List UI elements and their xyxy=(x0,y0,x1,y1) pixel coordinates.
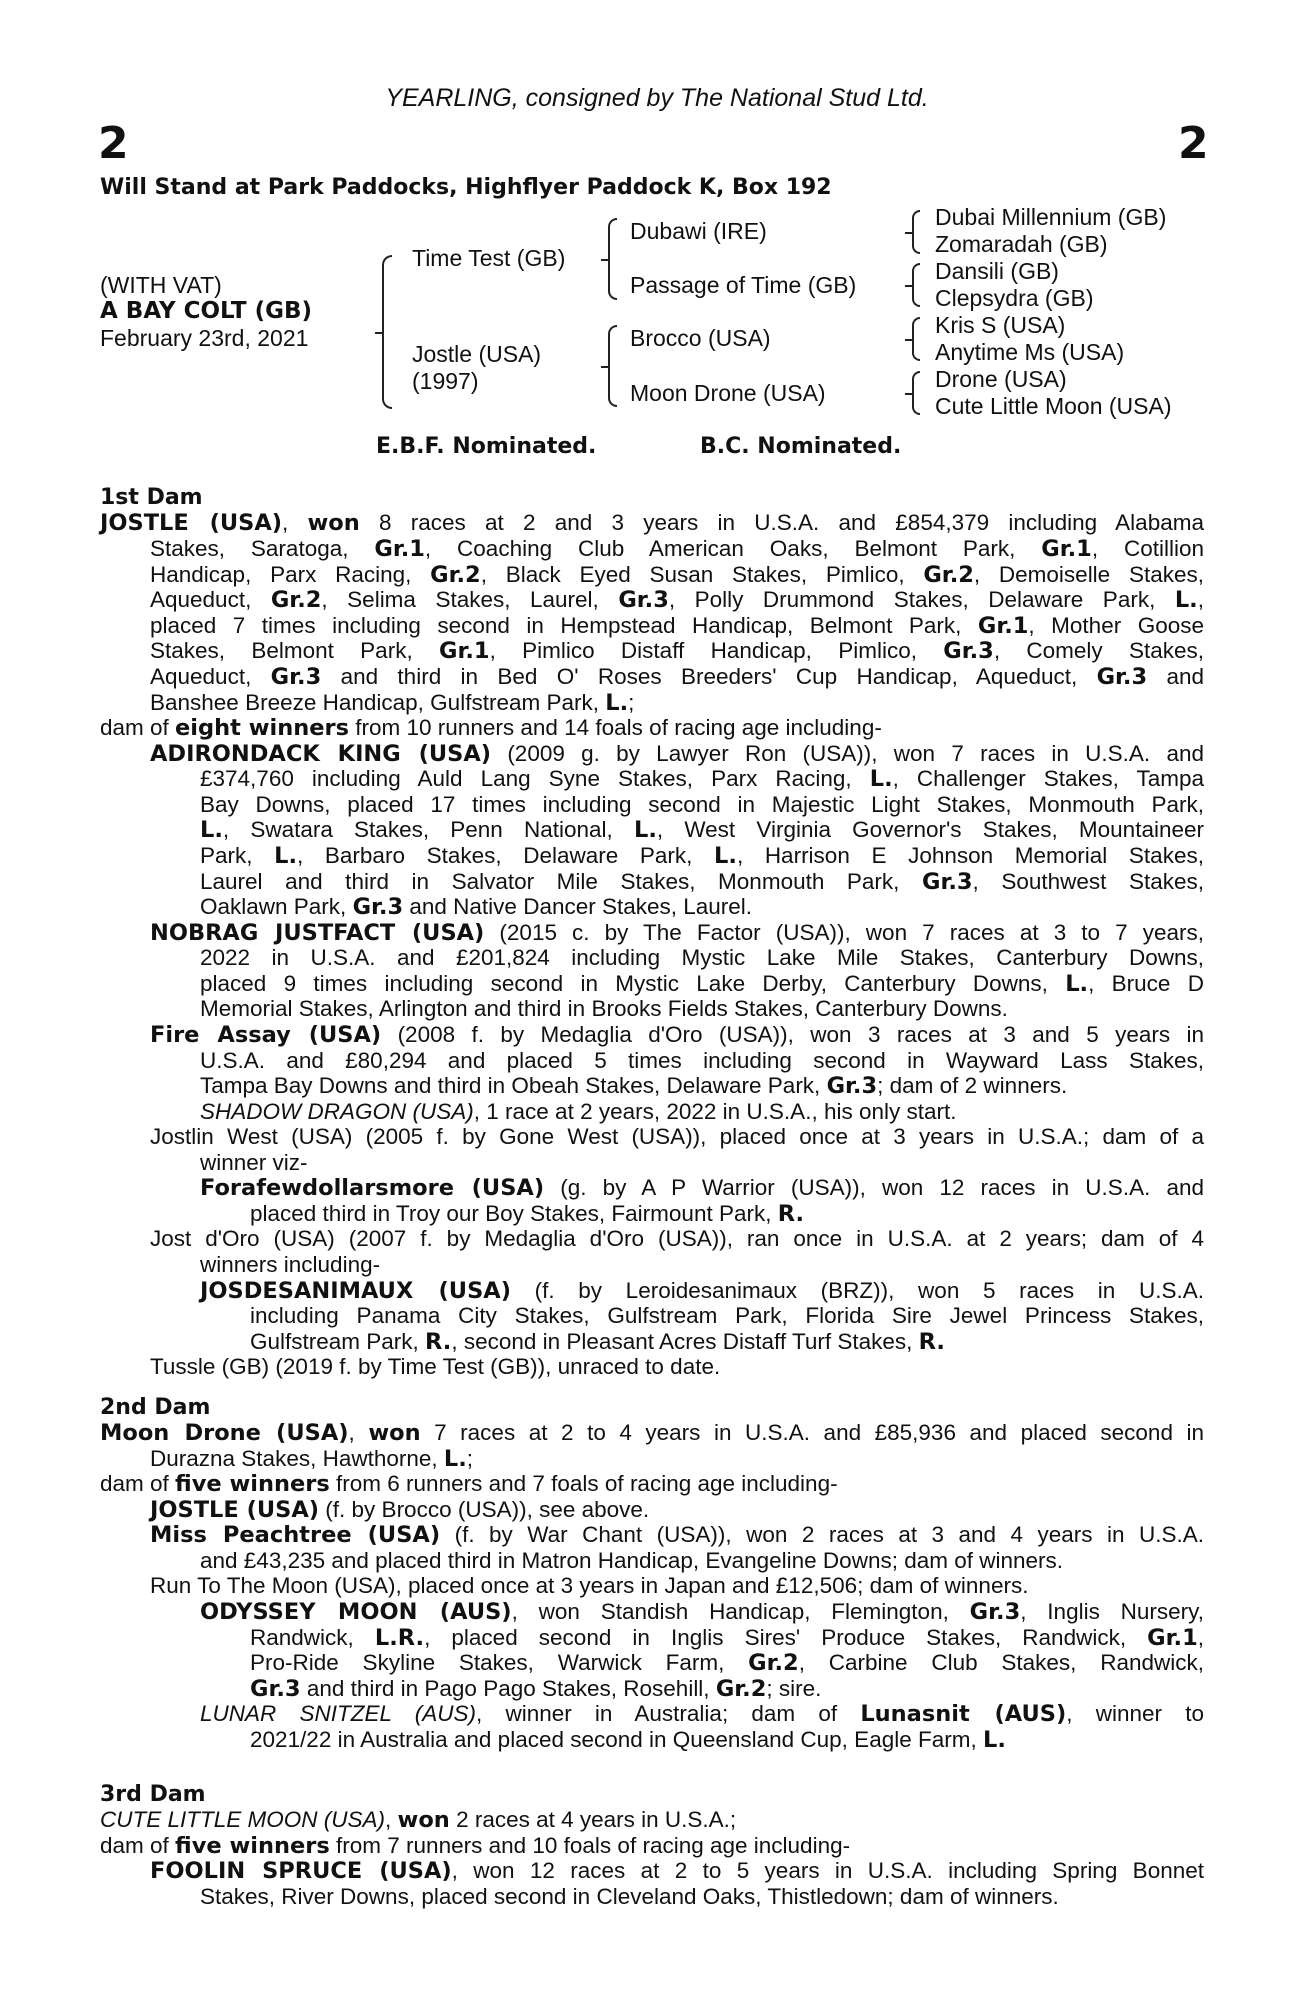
text: (f. by Leroidesanimaux (BRZ)), won 5 races in U.S.A. xyxy=(510,1278,1204,1303)
bold-text: R. xyxy=(918,1329,945,1355)
bold-text: ADIRONDACK KING (USA) xyxy=(150,741,492,767)
record-line xyxy=(250,1329,945,1356)
record-line xyxy=(100,715,882,742)
pedigree-dam-dam: Moon Drone (USA) xyxy=(630,380,826,406)
pedigree-bracket xyxy=(608,218,617,300)
text: 2021/22 in Australia and placed second in Queensland Cup, Eagle Farm, xyxy=(250,1727,983,1752)
bold-text: Gr.2 xyxy=(748,1650,799,1676)
text: (2015 c. by The Factor (USA)), won 7 races at 3 to 7 years, xyxy=(484,920,1204,945)
record-line xyxy=(100,1471,838,1498)
bold-text: Gr.2 xyxy=(430,562,481,588)
pedigree-gen3: Dansili (GB) xyxy=(935,258,1059,284)
horse-name: A BAY COLT (GB) xyxy=(100,298,313,324)
record-line xyxy=(150,1858,1204,1885)
text: and third in Bed O' Roses Breeders' Cup Handicap, Aqueduct, xyxy=(321,664,1097,689)
text: winners including- xyxy=(200,1252,381,1277)
bold-text: won xyxy=(368,1420,421,1446)
bold-text: won xyxy=(307,510,360,536)
bold-text: won xyxy=(397,1807,450,1833)
record-line xyxy=(200,971,1204,998)
text: , Cotillion xyxy=(1091,536,1204,561)
bold-text: L. xyxy=(982,1727,1006,1753)
second-dam-heading: 2nd Dam xyxy=(100,1395,211,1420)
record-line xyxy=(200,1073,1067,1100)
record-line xyxy=(100,1807,736,1834)
text: , Black Eyed Susan Stakes, Pimlico, xyxy=(480,562,924,587)
record-line xyxy=(200,996,1008,1022)
text: winner viz- xyxy=(200,1150,308,1175)
text: , Selima Stakes, Laurel, xyxy=(321,587,619,612)
bold-text: L. xyxy=(200,817,223,843)
stabling-location: Will Stand at Park Paddocks, Highflyer Paddock K, Box 192 xyxy=(100,175,832,200)
bold-text: L. xyxy=(605,690,629,716)
third-dam-heading: 3rd Dam xyxy=(100,1782,206,1807)
record-line xyxy=(250,1303,1204,1329)
bold-text: Gr.1 xyxy=(1041,536,1092,562)
bold-text: Gr.2 xyxy=(270,587,322,613)
text: (g. by A P Warrior (USA)), won 12 races in U.S.A. and xyxy=(544,1175,1204,1200)
text: ; xyxy=(628,690,635,715)
text: , placed second in Inglis Sires' Produce Stakes, Randwick, xyxy=(424,1625,1148,1650)
text: and third in Pago Pago Stakes, Rosehill, xyxy=(300,1676,716,1701)
record-line xyxy=(200,1252,380,1278)
record-line xyxy=(200,1701,1204,1728)
record-line xyxy=(150,1124,1204,1150)
bold-text: ODYSSEY MOON (AUS) xyxy=(200,1599,512,1625)
bold-text: Gr.1 xyxy=(439,638,490,664)
pedigree-gen3: Kris S (USA) xyxy=(935,312,1066,338)
bold-text: Gr.3 xyxy=(618,587,669,613)
text: 8 races at 2 and 3 years in U.S.A. and £854,379 including Alabama xyxy=(359,510,1204,535)
text: Tampa Bay Downs and third in Obeah Stakes, Delaware Park, xyxy=(200,1073,827,1098)
bold-text: L. xyxy=(443,1446,467,1472)
text: , xyxy=(385,1807,398,1832)
text: from 7 runners and 10 foals of racing age including- xyxy=(329,1833,851,1858)
record-line xyxy=(200,766,1204,793)
record-line xyxy=(150,613,1204,640)
text: , Swatara Stakes, Penn National, xyxy=(222,817,634,842)
bold-text: Fire Assay (USA) xyxy=(150,1022,382,1048)
text: placed 9 times including second in Mystic Lake Derby, Canterbury Downs, xyxy=(200,971,1066,996)
bold-text: Lunasnit (AUS) xyxy=(860,1701,1067,1727)
text: Stakes, Belmont Park, xyxy=(150,638,439,663)
text: Randwick, xyxy=(250,1625,375,1650)
text: , xyxy=(348,1420,369,1445)
bold-text: L. xyxy=(869,766,893,792)
text: ; xyxy=(466,1446,474,1471)
text: 2 races at 4 years in U.S.A.; xyxy=(449,1807,737,1832)
pedigree-sire-dam: Passage of Time (GB) xyxy=(630,272,857,298)
record-line xyxy=(250,1201,804,1228)
bold-text: L. xyxy=(1065,971,1089,997)
record-line xyxy=(150,638,1204,665)
pedigree-gen3: Cute Little Moon (USA) xyxy=(935,393,1172,419)
record-line xyxy=(150,920,1204,947)
bold-text: Gr.3 xyxy=(943,638,994,664)
bold-text: Gr.2 xyxy=(923,562,974,588)
bold-text: Gr.2 xyxy=(715,1676,767,1702)
record-line xyxy=(200,1599,1204,1626)
record-line xyxy=(250,1650,1204,1677)
text: Memorial Stakes, Arlington and third in Brooks Fields Stakes, Canterbury Downs. xyxy=(200,996,1008,1021)
pedigree-bracket xyxy=(912,371,920,415)
text: Oaklawn Park, xyxy=(200,894,353,919)
text: (2009 g. by Lawyer Ron (USA)), won 7 races in U.S.A. and xyxy=(491,741,1204,766)
text: dam of xyxy=(100,1833,176,1858)
text: , Comely Stakes, xyxy=(993,638,1204,663)
bc-nomination: B.C. Nominated. xyxy=(700,434,902,459)
text: , Southwest Stakes, xyxy=(972,869,1204,894)
text: from 6 runners and 7 foals of racing age including- xyxy=(329,1471,838,1496)
foaling-date: February 23rd, 2021 xyxy=(100,325,309,351)
record-line xyxy=(100,510,1204,537)
text: Durazna Stakes, Hawthorne, xyxy=(150,1446,444,1471)
record-line xyxy=(200,1884,1059,1910)
record-line xyxy=(200,817,1204,844)
text: Aqueduct, xyxy=(150,664,271,689)
bold-text: Gr.3 xyxy=(921,869,973,895)
pedigree-dam-sire: Brocco (USA) xyxy=(630,325,771,351)
text: , won 12 races at 2 to 5 years in U.S.A. including Spring Bonnet xyxy=(451,1858,1204,1883)
text: dam of xyxy=(100,1471,176,1496)
text: 7 races at 2 to 4 years in U.S.A. and £85,936 and placed second in xyxy=(420,1420,1204,1445)
pedigree-sire: Time Test (GB) xyxy=(412,245,566,271)
text: , Mother Goose xyxy=(1028,613,1204,638)
text: Pro-Ride Skyline Stakes, Warwick Farm, xyxy=(250,1650,749,1675)
text: , Pimlico Distaff Handicap, Pimlico, xyxy=(489,638,944,663)
record-line xyxy=(200,1175,1204,1202)
text: Handicap, Parx Racing, xyxy=(150,562,431,587)
italic-text: SHADOW DRAGON (USA) xyxy=(200,1099,474,1124)
text: , xyxy=(1197,587,1204,612)
bold-text: JOSTLE (USA) xyxy=(100,510,283,536)
ebf-nomination: E.B.F. Nominated. xyxy=(376,434,597,459)
text: £374,760 including Auld Lang Syne Stakes, Parx Racing, xyxy=(200,766,870,791)
record-line xyxy=(150,1022,1204,1049)
pedigree-bracket xyxy=(382,255,392,409)
record-line xyxy=(100,1833,850,1860)
bold-text: L. xyxy=(1174,587,1198,613)
record-line xyxy=(200,894,752,921)
text: Jostlin West (USA) (2005 f. by Gone West (USA)), placed once at 3 years in U.S.A.; dam of a xyxy=(150,1124,1204,1149)
text: , 1 race at 2 years, 2022 in U.S.A., his only start. xyxy=(473,1099,957,1124)
pedigree-bracket xyxy=(912,210,920,254)
text: (2008 f. by Medaglia d'Oro (USA)), won 3 races at 3 and 5 years in xyxy=(381,1022,1205,1047)
bold-text: eight winners xyxy=(175,715,350,741)
record-line xyxy=(150,1446,473,1473)
bold-text: Gr.3 xyxy=(826,1073,878,1099)
record-line xyxy=(200,1099,957,1125)
record-line xyxy=(150,536,1204,563)
bold-text: L. xyxy=(714,843,737,869)
bold-text: JOSDESANIMAUX (USA) xyxy=(200,1278,511,1304)
text: Bay Downs, placed 17 times including second in Majestic Light Stakes, Monmouth Park, xyxy=(200,792,1204,817)
bold-text: Gr.3 xyxy=(352,894,404,920)
text: , xyxy=(282,510,308,535)
record-line xyxy=(200,869,1204,896)
record-line xyxy=(250,1727,1006,1754)
text: , West Virginia Governor's Stakes, Mountaineer xyxy=(656,817,1204,842)
pedigree-bracket xyxy=(608,325,617,407)
text: Jost d'Oro (USA) (2007 f. by Medaglia d'Oro (USA)), ran once in U.S.A. at 2 years; dam of 4 xyxy=(150,1226,1204,1251)
record-line xyxy=(150,741,1204,768)
pedigree-dam: Jostle (USA) xyxy=(412,341,542,367)
record-line xyxy=(250,1676,821,1703)
record-line xyxy=(200,1150,308,1176)
pedigree-gen3: Anytime Ms (USA) xyxy=(935,339,1125,365)
bold-text: Gr.3 xyxy=(250,1676,301,1702)
bold-text: five winners xyxy=(175,1833,330,1859)
bold-text: Miss Peachtree (USA) xyxy=(150,1522,441,1548)
text: , Barbaro Stakes, Delaware Park, xyxy=(297,843,715,868)
italic-text: CUTE LITTLE MOON (USA) xyxy=(100,1807,386,1832)
record-line xyxy=(200,1548,1063,1574)
record-line xyxy=(200,1278,1204,1305)
text: (f. by War Chant (USA)), won 2 races at 3 and 4 years in U.S.A. xyxy=(440,1522,1204,1547)
text: Run To The Moon (USA), placed once at 3 years in Japan and £12,506; dam of winners. xyxy=(150,1573,1029,1598)
text: , Coaching Club American Oaks, Belmont Park, xyxy=(424,536,1042,561)
record-line xyxy=(150,1522,1204,1549)
record-line xyxy=(250,1625,1204,1652)
pedigree-gen3: Dubai Millennium (GB) xyxy=(935,204,1167,230)
text: , won Standish Handicap, Flemington, xyxy=(511,1599,970,1624)
bold-text: Forafewdollarsmore (USA) xyxy=(200,1175,545,1201)
text: Park, xyxy=(200,843,275,868)
text: Aqueduct, xyxy=(150,587,271,612)
text: Stakes, River Downs, placed second in Cleveland Oaks, Thistledown; dam of winners. xyxy=(200,1884,1059,1909)
text: ; sire. xyxy=(766,1676,822,1701)
record-line xyxy=(150,1497,649,1524)
text: (f. by Brocco (USA)), see above. xyxy=(319,1497,650,1522)
bold-text: Gr.3 xyxy=(1096,664,1148,690)
bold-text: five winners xyxy=(175,1471,330,1497)
text: Gulfstream Park, xyxy=(250,1329,426,1354)
catalogue-header: YEARLING, consigned by The National Stud Ltd. xyxy=(385,84,929,112)
text: , Harrison E Johnson Memorial Stakes, xyxy=(736,843,1204,868)
bold-text: L. xyxy=(274,843,298,869)
pedigree-gen3: Clepsydra (GB) xyxy=(935,285,1094,311)
record-line xyxy=(200,1048,1204,1074)
record-line xyxy=(200,945,1204,971)
bold-text: Gr.1 xyxy=(977,613,1029,639)
text: , xyxy=(1197,1625,1204,1650)
text: U.S.A. and £80,294 and placed 5 times including second in Wayward Lass Stakes, xyxy=(200,1048,1204,1073)
pedigree-bracket xyxy=(912,263,920,307)
text: from 10 runners and 14 foals of racing age including- xyxy=(349,715,882,740)
bold-text: Gr.1 xyxy=(1147,1625,1198,1651)
bold-text: L.R. xyxy=(374,1625,425,1651)
text: , Carbine Club Stakes, Randwick, xyxy=(798,1650,1204,1675)
text: and xyxy=(1147,664,1205,689)
text: Laurel and third in Salvator Mile Stakes, Monmouth Park, xyxy=(200,869,922,894)
text: ; dam of 2 winners. xyxy=(877,1073,1068,1098)
pedigree-dam-year: (1997) xyxy=(412,368,479,394)
record-line xyxy=(150,664,1204,691)
record-line xyxy=(150,690,634,717)
pedigree-gen3: Drone (USA) xyxy=(935,366,1067,392)
text: , Inglis Nursery, xyxy=(1020,1599,1205,1624)
text: and £43,235 and placed third in Matron Handicap, Evangeline Downs; dam of winners. xyxy=(200,1548,1064,1573)
bold-text: Gr.3 xyxy=(969,1599,1021,1625)
record-line xyxy=(150,1226,1204,1252)
text: , winner in Australia; dam of xyxy=(476,1701,861,1726)
record-line xyxy=(150,1354,720,1380)
text: placed 7 times including second in Hempstead Handicap, Belmont Park, xyxy=(150,613,978,638)
lot-number-right: 2 xyxy=(1178,118,1209,169)
text: including Panama City Stakes, Gulfstream Park, Florida Sire Jewel Princess Stakes, xyxy=(250,1303,1204,1328)
pedigree-gen3: Zomaradah (GB) xyxy=(935,231,1108,257)
text: , Challenger Stakes, Tampa xyxy=(892,766,1204,791)
text: , second in Pleasant Acres Distaff Turf Stakes, xyxy=(451,1329,919,1354)
bold-text: Moon Drone (USA) xyxy=(100,1420,349,1446)
text: 2022 in U.S.A. and £201,824 including Mystic Lake Mile Stakes, Canterbury Downs, xyxy=(200,945,1204,970)
bold-text: R. xyxy=(777,1201,805,1227)
text: Tussle (GB) (2019 f. by Time Test (GB)), unraced to date. xyxy=(150,1354,721,1379)
record-line xyxy=(100,1420,1204,1447)
text: , Bruce D xyxy=(1088,971,1204,996)
bold-text: JOSTLE (USA) xyxy=(150,1497,320,1523)
bold-text: FOOLIN SPRUCE (USA) xyxy=(150,1858,452,1884)
record-line xyxy=(200,843,1204,870)
bold-text: Gr.3 xyxy=(270,664,322,690)
text: , Polly Drummond Stakes, Delaware Park, xyxy=(668,587,1175,612)
record-line xyxy=(200,792,1204,818)
record-line xyxy=(150,562,1204,589)
lot-number-left: 2 xyxy=(98,118,129,169)
text: Stakes, Saratoga, xyxy=(150,536,375,561)
bold-text: R. xyxy=(425,1329,452,1355)
text: Banshee Breeze Handicap, Gulfstream Park, xyxy=(150,690,606,715)
bold-text: Gr.1 xyxy=(374,536,425,562)
bold-text: L. xyxy=(634,817,657,843)
bold-text: NOBRAG JUSTFACT (USA) xyxy=(150,920,485,946)
pedigree-bracket xyxy=(912,317,920,361)
text: , winner to xyxy=(1066,1701,1204,1726)
text: and Native Dancer Stakes, Laurel. xyxy=(403,894,753,919)
text: , Demoiselle Stakes, xyxy=(973,562,1204,587)
record-line xyxy=(150,587,1204,614)
vat-note: (WITH VAT) xyxy=(100,272,222,298)
text: dam of xyxy=(100,715,176,740)
pedigree-sire-sire: Dubawi (IRE) xyxy=(630,218,767,244)
italic-text: LUNAR SNITZEL (AUS) xyxy=(200,1701,477,1726)
first-dam-heading: 1st Dam xyxy=(100,485,203,510)
record-line xyxy=(150,1573,1028,1599)
text: placed third in Troy our Boy Stakes, Fairmount Park, xyxy=(250,1201,778,1226)
